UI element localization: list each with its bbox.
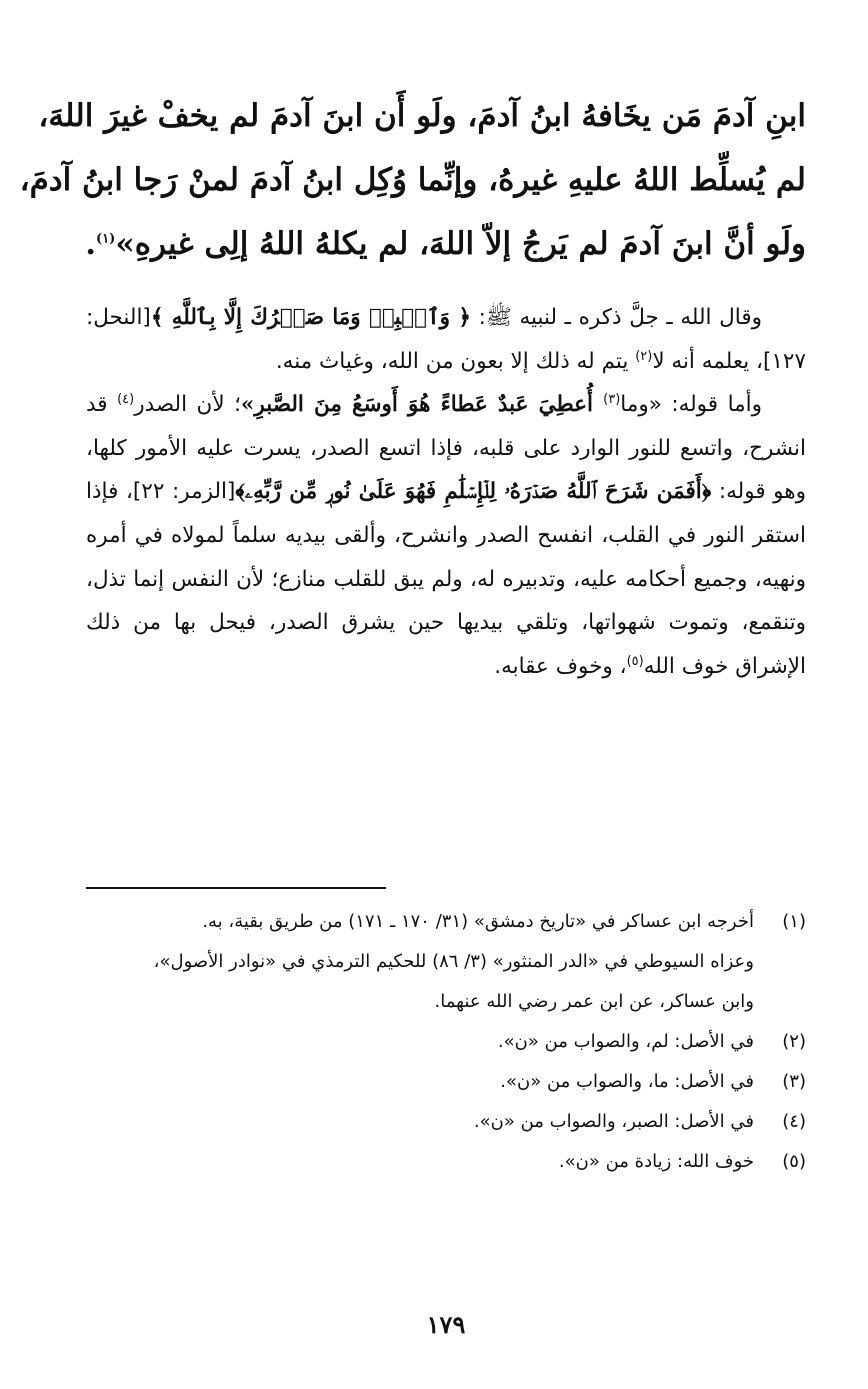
footnote-divider xyxy=(86,887,386,889)
page-number: ١٧٩ xyxy=(426,1310,466,1339)
footnote-5 xyxy=(86,1142,806,1182)
quran-verse-nahl: ﴿ وَٱصۡبِرۡ وَمَا صَبۡرُكَ إِلَّا بِٱللَّهِ ﴾ xyxy=(150,305,471,330)
hadith-text xyxy=(19,84,806,276)
footnote-ref-1[interactable]: (١) xyxy=(96,231,116,247)
hadith-line-3 xyxy=(86,212,806,276)
footnote-1-continuation: وابن عساكر، عن ابن عمر رضي الله عنهما. xyxy=(434,991,754,1012)
para1-text-a: ، يعلمه أنه لا xyxy=(652,348,763,374)
para2-text-a: ؛ لأن الصدر xyxy=(134,392,241,418)
footnotes-section xyxy=(86,902,806,1182)
verse-citation-zumar: [الزمر: ٢٢] xyxy=(132,479,236,505)
footnote-number: (٣) xyxy=(782,1071,806,1092)
footnote-text: في الأصل: الصبر، والصواب من «ن». xyxy=(473,1111,754,1132)
footnote-ref-2[interactable]: (٢) xyxy=(635,348,653,364)
verse-citation-nahl: [النحل: ١٢٧] xyxy=(86,305,806,374)
hadith-line-1: ابنِ آدمَ مَن يخَافهُ ابنُ آدمَ، ولَو أَن ابنَ آدمَ لم يخفْ غيرَ اللهَ، xyxy=(38,98,806,134)
footnote-text: خوف الله: زيادة من «ن». xyxy=(558,1151,754,1172)
footnote-4 xyxy=(86,1102,806,1142)
footnote-1-continuation: وعزاه السيوطي في «الدر المنثور» (٣/ ٨٦) للحكيم الترمذي في «نوادر الأصول»، xyxy=(153,951,754,972)
para2-text-d: ، وخوف عقابه. xyxy=(494,653,627,679)
footnote-text: أخرجه ابن عساكر في «تاريخ دمشق» (٣١/ ١٧٠ ـ ١٧١) من طريق بقية، به. xyxy=(202,911,754,932)
para2-text-b: قد انشرح، واتسع للنور الوارد على قلبه، فإذا اتسع الصدر، يسرت عليه الأمور كلها، وهو قوله: xyxy=(86,392,807,505)
paragraph-patience xyxy=(86,296,806,383)
footnote-number: (٥) xyxy=(782,1151,806,1172)
footnote-3 xyxy=(86,1062,806,1102)
paragraph-expansion xyxy=(86,383,806,688)
footnote-number: (٤) xyxy=(782,1111,806,1132)
footnote-text: في الأصل: لم، والصواب من «ن». xyxy=(497,1031,754,1052)
footnote-text: في الأصل: ما، والصواب من «ن». xyxy=(500,1071,754,1092)
para1-intro: وقال الله ـ جلَّ ذكره ـ لنبيه ﷺ: xyxy=(478,305,762,330)
para1-text-b: يتم له ذلك إلا بعون من الله، وغياث منه. xyxy=(275,348,636,374)
footnote-number: (١) xyxy=(782,911,806,932)
quran-verse-zumar: ﴿أَفَمَن شَرَحَ ٱللَّهُ صَدۡرَهُۥ لِلۡإِسۡلَٰمِ فَهُوَ عَلَىٰ نُورٖ مِّن رَّبِّهِۦ﴾ xyxy=(235,479,712,505)
hadith-line-2: لم يُسلِّط اللهُ عليهِ غيرهُ، وإنِّما وُكِل ابنُ آدمَ لمنْ رَجا ابنُ آدمَ، xyxy=(19,162,806,198)
footnote-ref-4[interactable]: (٤) xyxy=(117,392,135,408)
footnote-1 xyxy=(86,902,806,942)
footnote-ref-3[interactable]: (٣) xyxy=(603,392,621,408)
para2-intro: وأما قوله: «وما xyxy=(620,392,762,418)
book-page xyxy=(19,84,807,1339)
footnote-ref-5[interactable]: (٥) xyxy=(626,653,644,669)
para2-text-c: ، فإذا استقر النور في القلب، انفسح الصدر وانشرح، وألقى بيديه سلماً لمولاه في أمره ونهيه، وجميع أحكامه عليه، وتدبيره له، ولم يبق للقلب منازع؛ لأن النفس إنما تذل، وتنقمع، وتموت شهواتها، وتلقي بيديها حين يشرق الصدر، فيحل بها من ذلك الإشراق خوف الله xyxy=(86,479,806,679)
hadith-quote-patience: أُعطِيَ عَبدٌ عَطاءً هُوَ أَوسَعُ مِنَ الصَّبرِ» xyxy=(240,392,604,418)
hadith-end-mark: . xyxy=(85,226,97,262)
hadith-line-3-text: ولَو أنَّ ابنَ آدمَ لم يَرجُ إلاّ اللهَ، لم يكلهُ اللهُ إلِى غيرهِ» xyxy=(115,226,806,262)
footnote-number: (٢) xyxy=(782,1031,806,1052)
footnote-2 xyxy=(86,1022,806,1062)
